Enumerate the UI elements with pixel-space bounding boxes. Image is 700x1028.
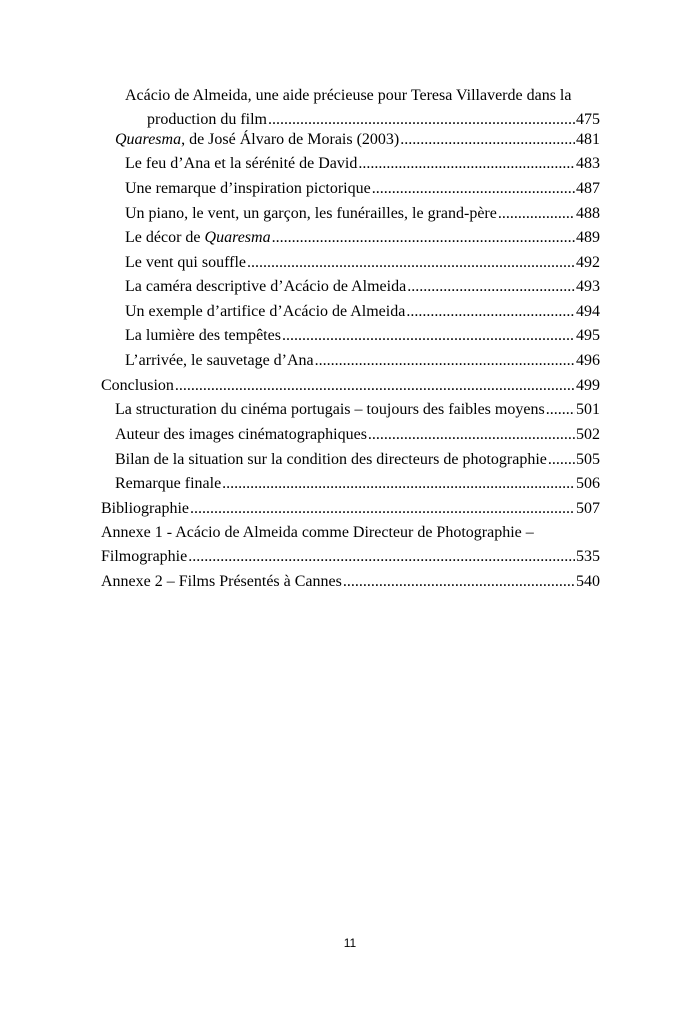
film-title: Quaresma [204, 229, 271, 246]
toc-page-number: 481 [576, 131, 600, 148]
dot-leader [282, 324, 575, 348]
toc-entry-title: L’arrivée, le sauvetage d’Ana [125, 352, 314, 369]
toc-entry[interactable] [101, 521, 600, 569]
toc-page-number: 488 [576, 205, 600, 222]
toc-page-number: 499 [576, 377, 600, 394]
toc-entry-title: Auteur des images cinématographiques [115, 426, 367, 443]
dot-leader [546, 398, 575, 422]
toc-page-number: 496 [576, 352, 600, 369]
toc-entry-title: Annexe 2 – Films Présentés à Cannes [101, 573, 342, 590]
dot-leader [406, 300, 575, 324]
toc-page-number: 502 [576, 426, 600, 443]
toc-entry[interactable] [125, 177, 600, 201]
toc-entry-title: Bibliographie [101, 500, 189, 517]
toc-entry[interactable] [115, 423, 600, 447]
toc-entry[interactable] [125, 152, 600, 176]
toc-page-number: 494 [576, 303, 600, 320]
toc-page-number: 487 [576, 180, 600, 197]
toc-entry[interactable] [125, 349, 600, 373]
toc-entry[interactable] [101, 374, 600, 398]
toc-entry-title: La lumière des tempêtes [125, 327, 281, 344]
dot-leader [247, 251, 575, 275]
toc-entry-title: La caméra descriptive d’Acácio de Almeida [125, 278, 407, 295]
toc-page-number: 505 [576, 451, 600, 468]
toc-page-number: 495 [576, 327, 600, 344]
dot-leader [400, 128, 575, 152]
dot-leader [548, 448, 575, 472]
dot-leader [315, 349, 575, 373]
toc-entry[interactable] [125, 226, 600, 250]
toc-page-number: 501 [576, 401, 600, 418]
dot-leader [188, 545, 575, 569]
toc-entry[interactable] [125, 324, 600, 348]
toc-entry-title [125, 226, 271, 250]
film-title: Quaresma [115, 131, 182, 148]
toc-entry[interactable] [125, 251, 600, 275]
dot-leader [498, 202, 575, 226]
toc-page-number: 535 [576, 548, 600, 565]
toc-page-number: 493 [576, 278, 600, 295]
toc-entry[interactable] [125, 300, 600, 324]
toc-entry-title: Le vent qui souffle [125, 254, 247, 271]
toc-page-number: 506 [576, 475, 600, 492]
page-number-footer: 11 [343, 936, 357, 950]
toc-entry[interactable] [125, 202, 600, 226]
toc-entry-title: Conclusion [101, 377, 174, 394]
toc-entry-title: Un piano, le vent, un garçon, les funérailles, le grand-père [125, 205, 497, 222]
toc-page-number: 492 [576, 254, 600, 271]
toc-entry[interactable] [101, 497, 600, 521]
toc-page-number: 507 [576, 500, 600, 517]
dot-leader [372, 177, 575, 201]
toc-entry-title: Une remarque d’inspiration pictorique [125, 180, 371, 197]
dot-leader [343, 570, 575, 594]
toc-entry-title: La structuration du cinéma portugais – toujours des faibles moyens [115, 401, 545, 418]
toc-page-number: 483 [576, 155, 600, 172]
dot-leader [222, 472, 575, 496]
dot-leader [358, 152, 575, 176]
toc-entry-title: Le feu d’Ana et la sérénité de David [125, 155, 358, 172]
toc-entry-title: Un exemple d’artifice d’Acácio de Almeida [125, 303, 406, 320]
toc-entry-title-cont: production du film [147, 111, 267, 128]
dot-leader [175, 374, 575, 398]
toc-entry-title: Remarque finale [115, 475, 222, 492]
toc-entry[interactable] [115, 448, 600, 472]
toc-entry[interactable] [101, 570, 600, 594]
dot-leader [190, 497, 575, 521]
toc-entry[interactable] [115, 398, 600, 422]
toc-entry[interactable] [115, 128, 600, 152]
toc-page-number: 489 [576, 229, 600, 246]
toc-entry-title-cont: Filmographie [101, 548, 188, 565]
toc-entry-title: Acácio de Almeida, une aide précieuse pour Teresa Villaverde dans la [125, 87, 572, 104]
toc-page-number: 475 [576, 111, 600, 128]
dot-leader [407, 275, 575, 299]
toc-entry[interactable] [125, 275, 600, 299]
toc-entry[interactable] [115, 472, 600, 496]
dot-leader [368, 423, 575, 447]
toc-page-number: 540 [576, 573, 600, 590]
toc-entry-title [115, 128, 399, 152]
toc-entry[interactable] [125, 84, 600, 132]
toc-entry-title-rest: , de José Álvaro de Morais (2003) [181, 131, 400, 148]
dot-leader [272, 226, 575, 250]
toc-entry-title: Annexe 1 - Acácio de Almeida comme Directeur de Photographie – [101, 524, 534, 541]
toc-entry-title-pre: Le décor de [125, 229, 205, 246]
toc-entry-title: Bilan de la situation sur la condition des directeurs de photographie [115, 451, 547, 468]
